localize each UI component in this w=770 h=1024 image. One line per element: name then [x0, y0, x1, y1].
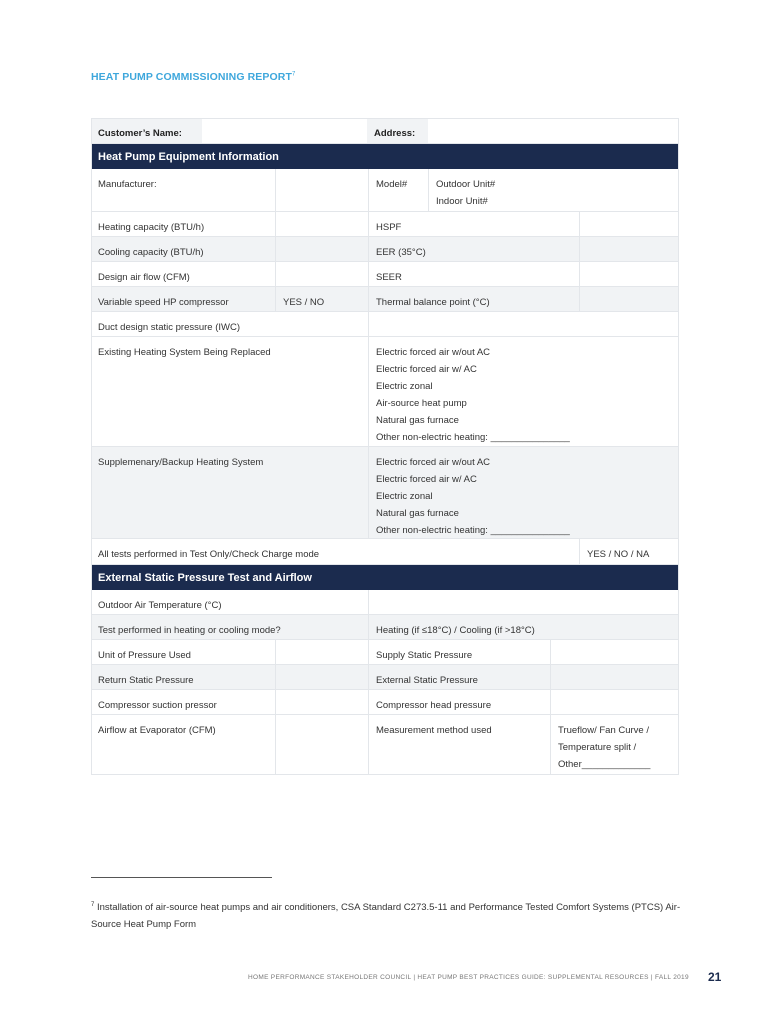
section-equipment-header: [91, 144, 679, 169]
existing-option[interactable]: Electric forced air w/out AC: [376, 347, 491, 358]
return-static-row: [91, 665, 679, 690]
manufacturer-label: Manufacturer:: [98, 179, 157, 190]
external-static-label: External Static Pressure: [368, 665, 550, 689]
airflow-row: [91, 715, 679, 775]
head-pressure-label: Compressor head pressure: [368, 690, 550, 714]
supplementary-option[interactable]: Electric forced air w/ AC: [376, 474, 477, 485]
manufacturer-row: [91, 169, 679, 212]
design-air-flow-row: [91, 262, 679, 287]
return-static-field[interactable]: [275, 665, 368, 689]
supply-static-label: Supply Static Pressure: [368, 640, 550, 664]
outdoor-temp-field[interactable]: [368, 590, 679, 614]
customer-label: Customer’s Name:: [98, 128, 182, 139]
customer-row: [91, 118, 679, 144]
existing-option[interactable]: Electric forced air w/ AC: [376, 364, 477, 375]
measurement-label: Measurement method used: [368, 715, 550, 774]
eer-field[interactable]: [579, 237, 679, 261]
variable-speed-yes-no[interactable]: YES / NO: [275, 287, 368, 311]
cooling-capacity-row: [91, 237, 679, 262]
footnote-text: Installation of air-source heat pumps and air conditioners, CSA Standard C273.5-11 and Performance Tested Comfort Systems (PTCS) Air-Source Heat Pump Form: [91, 902, 681, 931]
footnote-divider: [91, 877, 272, 878]
page-footer: HOME PERFORMANCE STAKEHOLDER COUNCIL | HEAT PUMP BEST PRACTICES GUIDE: SUPPLEMENTAL RESOURCES | FALL 2019: [248, 974, 689, 981]
measurement-option: Other_____________: [558, 759, 651, 770]
report-title-text: HEAT PUMP COMMISSIONING REPORT: [91, 71, 292, 83]
thermal-balance-label: Thermal balance point (°C): [368, 287, 579, 311]
variable-speed-label: Variable speed HP compressor: [98, 297, 229, 308]
duct-design-label: Duct design static pressure (IWC): [98, 322, 241, 333]
footnote: [91, 897, 681, 933]
eer-label: EER (35°C): [368, 237, 579, 261]
supplementary-option[interactable]: Electric forced air w/out AC: [376, 457, 491, 468]
hspf-field[interactable]: [579, 212, 679, 236]
outdoor-temp-label: Outdoor Air Temperature (°C): [98, 600, 222, 611]
report-title: [91, 71, 295, 83]
design-air-flow-label: Design air flow (CFM): [98, 272, 190, 283]
design-air-flow-field[interactable]: [275, 262, 368, 286]
cooling-capacity-field[interactable]: [275, 237, 368, 261]
existing-heating-label: Existing Heating System Being Replaced: [98, 347, 271, 358]
unit-pressure-row: [91, 640, 679, 665]
section-static-pressure-header: [91, 565, 679, 590]
supplementary-heating-label: Supplemenary/Backup Heating System: [98, 457, 264, 468]
supplementary-option[interactable]: Other non-electric heating: _______________: [376, 525, 570, 536]
heating-capacity-row: [91, 212, 679, 237]
heating-capacity-label: Heating capacity (BTU/h): [98, 222, 205, 233]
outdoor-unit-label: Outdoor Unit#: [436, 179, 496, 190]
existing-option[interactable]: Other non-electric heating: _______________: [376, 432, 570, 443]
address-label: Address:: [374, 128, 416, 139]
supplementary-option[interactable]: Natural gas furnace: [376, 508, 459, 519]
section-static-pressure-title: External Static Pressure Test and Airflow: [98, 572, 312, 584]
seer-field[interactable]: [579, 262, 679, 286]
model-units[interactable]: [428, 169, 679, 211]
existing-option[interactable]: Natural gas furnace: [376, 415, 459, 426]
section-equipment-title: Heat Pump Equipment Information: [98, 151, 279, 163]
existing-heating-options: [368, 337, 679, 446]
page-number: 21: [708, 970, 722, 984]
measurement-option: Trueflow/ Fan Curve /: [558, 725, 649, 736]
suction-pressure-field[interactable]: [275, 690, 368, 714]
duct-design-field[interactable]: [368, 312, 679, 336]
hspf-label: HSPF: [368, 212, 579, 236]
test-mode-value[interactable]: Heating (if ≤18°C) / Cooling (if >18°C): [368, 615, 679, 639]
airflow-label: Airflow at Evaporator (CFM): [98, 725, 216, 736]
test-mode-label: Test performed in heating or cooling mode?: [98, 625, 281, 636]
heating-capacity-field[interactable]: [275, 212, 368, 236]
supplementary-heating-options: [368, 447, 679, 538]
test-mode-row: [91, 615, 679, 640]
address-field[interactable]: [428, 118, 678, 143]
seer-label: SEER: [368, 262, 579, 286]
unit-pressure-label: Unit of Pressure Used: [98, 650, 191, 661]
footnote-number: 7: [91, 902, 95, 908]
compressor-pressure-row: [91, 690, 679, 715]
title-footnote-ref: 7: [291, 71, 296, 78]
head-pressure-field[interactable]: [550, 690, 679, 714]
thermal-balance-field[interactable]: [579, 287, 679, 311]
existing-option[interactable]: Air-source heat pump: [376, 398, 467, 409]
airflow-field[interactable]: [275, 715, 368, 774]
measurement-option: Temperature split /: [558, 742, 637, 753]
supplementary-heating-row: [91, 447, 679, 539]
model-label: Model#: [368, 169, 428, 211]
supply-static-field[interactable]: [550, 640, 679, 664]
variable-speed-row: [91, 287, 679, 312]
supplementary-option[interactable]: Electric zonal: [376, 491, 433, 502]
suction-pressure-label: Compressor suction pressor: [98, 700, 217, 711]
unit-pressure-field[interactable]: [275, 640, 368, 664]
outdoor-temp-row: [91, 590, 679, 615]
measurement-options[interactable]: [550, 715, 679, 774]
cooling-capacity-label: Cooling capacity (BTU/h): [98, 247, 204, 258]
all-tests-row: [91, 539, 679, 565]
all-tests-label: All tests performed in Test Only/Check Charge mode: [98, 549, 320, 560]
return-static-label: Return Static Pressure: [98, 675, 194, 686]
external-static-field[interactable]: [550, 665, 679, 689]
indoor-unit-label: Indoor Unit#: [436, 196, 488, 207]
all-tests-yes-no-na[interactable]: YES / NO / NA: [579, 539, 679, 564]
existing-option[interactable]: Electric zonal: [376, 381, 433, 392]
existing-heating-row: [91, 337, 679, 447]
duct-design-row: [91, 312, 679, 337]
manufacturer-field[interactable]: [275, 169, 368, 211]
customer-name-field[interactable]: [202, 118, 367, 143]
